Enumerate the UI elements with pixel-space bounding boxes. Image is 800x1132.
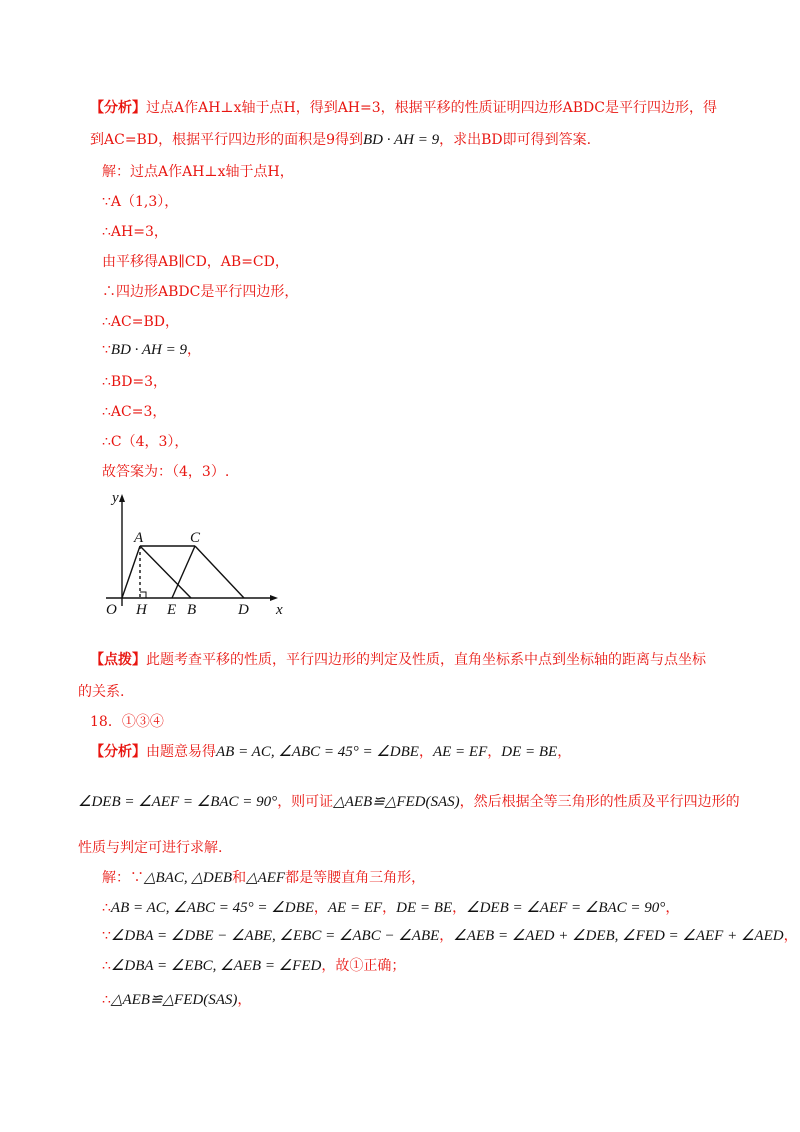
solution-line-5: ∴四边形ABDC是平行四边形， bbox=[102, 284, 299, 300]
x-axis-arrow bbox=[270, 595, 278, 601]
solution-line-6: ∴AC=BD， bbox=[102, 314, 179, 330]
tip-tag: 【点拨】 bbox=[90, 652, 146, 668]
solution18-math-2: △AEF bbox=[246, 870, 286, 886]
label-A: A bbox=[134, 530, 144, 546]
analysis18-math-1: AB = AC, ∠ABC = 45° = ∠DBE bbox=[216, 744, 419, 760]
solution18-math-5: DE = BE bbox=[396, 900, 453, 916]
y-axis-arrow bbox=[119, 494, 125, 502]
analysis18-math-2: AE = EF bbox=[432, 744, 488, 760]
analysis18-line-1 bbox=[90, 742, 571, 762]
analysis18-text-2: ，则可证 bbox=[277, 794, 334, 810]
solution18-sep-1: ， bbox=[313, 900, 328, 916]
solution-line-10: ∴C（4，3）， bbox=[102, 434, 189, 450]
solution18-math-4: AE = EF bbox=[327, 900, 383, 916]
solution18-text-4: ，故①正确； bbox=[321, 958, 406, 974]
solution18-text-2: 和 bbox=[232, 870, 247, 886]
solution18-math-9: ∠DBA = ∠EBC, ∠AEB = ∠FED bbox=[110, 958, 322, 974]
segment-CD bbox=[195, 546, 244, 598]
solution-math: BD · AH = 9 bbox=[110, 342, 188, 358]
analysis18-sep-2: ， bbox=[487, 744, 502, 760]
tip-line-2: 的关系. bbox=[78, 684, 125, 700]
solution18-text-1: 解：∵ bbox=[102, 870, 144, 886]
solution-line-9: ∴AC=3， bbox=[102, 404, 167, 420]
right-angle-mark bbox=[140, 592, 146, 598]
label-O: O bbox=[106, 602, 117, 618]
analysis18-math-3: DE = BE bbox=[501, 744, 558, 760]
solution-line-8: ∴BD=3， bbox=[102, 374, 168, 390]
solution18-line-3 bbox=[102, 926, 798, 946]
solution-line-1: 解：过点A作AH⊥x轴于点H， bbox=[102, 164, 294, 180]
analysis-text-2b: ，求出BD即可得到答案. bbox=[439, 132, 592, 148]
label-y: y bbox=[112, 490, 119, 506]
because-symbol-2: ∵ bbox=[102, 928, 111, 944]
analysis-text-2a: 到AC=BD，根据平行四边形的面积是9得到 bbox=[90, 132, 363, 148]
analysis18-line-3: 性质与判定可进行求解. bbox=[78, 840, 223, 856]
analysis18-text-3: ，然后根据全等三角形的性质及平行四边形的 bbox=[459, 794, 740, 810]
analysis18-text-1: 由题意易得 bbox=[146, 744, 216, 760]
analysis18-line-2 bbox=[78, 792, 740, 812]
solution18-line-1 bbox=[102, 868, 425, 888]
solution18-math-6: ∠DEB = ∠AEF = ∠BAC = 90° bbox=[466, 900, 666, 916]
solution18-sep-3: ， bbox=[452, 900, 467, 916]
therefore-symbol-2: ∴ bbox=[102, 958, 111, 974]
coordinate-figure bbox=[100, 488, 290, 618]
solution18-sep-7: ， bbox=[237, 992, 252, 1008]
solution18-sep-4: ， bbox=[665, 900, 680, 916]
therefore-symbol: ∴ bbox=[102, 900, 111, 916]
tip-line-1 bbox=[90, 650, 706, 670]
analysis18-tag: 【分析】 bbox=[90, 744, 146, 760]
solution18-text-3: 都是等腰直角三角形， bbox=[285, 870, 426, 886]
solution18-math-7: ∠DBA = ∠DBE − ∠ABE, ∠EBC = ∠ABC − ∠ABE bbox=[110, 928, 440, 944]
analysis18-math-4: ∠DEB = ∠AEF = ∠BAC = 90° bbox=[78, 794, 278, 810]
solution18-sep-2: ， bbox=[382, 900, 397, 916]
tip-text-1: 此题考查平移的性质，平行四边形的判定及性质，直角坐标系中点到坐标轴的距离与点坐标 bbox=[146, 652, 706, 668]
solution18-line-4 bbox=[102, 956, 405, 976]
analysis-text-1: 过点A作AH⊥x轴于点H，得到AH=3，根据平移的性质证明四边形ABDC是平行四边形，得 bbox=[146, 100, 717, 116]
solution18-sep-5: ， bbox=[439, 928, 454, 944]
label-B: B bbox=[187, 602, 197, 618]
analysis-math: BD · AH = 9 bbox=[362, 132, 440, 148]
segment-OA bbox=[122, 546, 140, 598]
solution18-math-8: ∠AEB = ∠AED + ∠DEB, ∠FED = ∠AEF + ∠AED bbox=[453, 928, 784, 944]
solution-line-4: 由平移得AB∥CD，AB=CD， bbox=[102, 254, 289, 270]
analysis-tag: 【分析】 bbox=[90, 100, 146, 116]
solution18-line-5 bbox=[102, 990, 251, 1010]
solution-line-2: ∵A（1,3）， bbox=[102, 194, 179, 210]
solution18-math-1: △BAC, △DEB bbox=[144, 870, 233, 886]
problem-number: 18．①③④ bbox=[90, 714, 164, 730]
analysis18-sep-1: ， bbox=[418, 744, 433, 760]
analysis-line-2 bbox=[90, 130, 591, 150]
label-C: C bbox=[190, 530, 201, 546]
analysis18-math-5: △AEB≌△FED(SAS) bbox=[333, 794, 460, 810]
label-x: x bbox=[276, 602, 283, 618]
analysis-line-1 bbox=[90, 98, 717, 118]
solution-sep: ， bbox=[187, 342, 202, 358]
solution-line-11: 故答案为：（4，3）. bbox=[102, 464, 230, 480]
label-H: H bbox=[136, 602, 147, 618]
solution-line-3: ∴AH=3， bbox=[102, 224, 168, 240]
therefore-symbol-3: ∴ bbox=[102, 992, 111, 1008]
solution18-math-3: AB = AC, ∠ABC = 45° = ∠DBE bbox=[110, 900, 314, 916]
solution18-sep-6: ， bbox=[783, 928, 798, 944]
solution18-line-2 bbox=[102, 898, 679, 918]
because-symbol: ∵ bbox=[102, 342, 111, 358]
label-D: D bbox=[238, 602, 249, 618]
analysis18-sep-3: ， bbox=[557, 744, 572, 760]
solution-line-7 bbox=[102, 340, 201, 360]
solution18-math-10: △AEB≌△FED(SAS) bbox=[110, 992, 238, 1008]
label-E: E bbox=[167, 602, 177, 618]
